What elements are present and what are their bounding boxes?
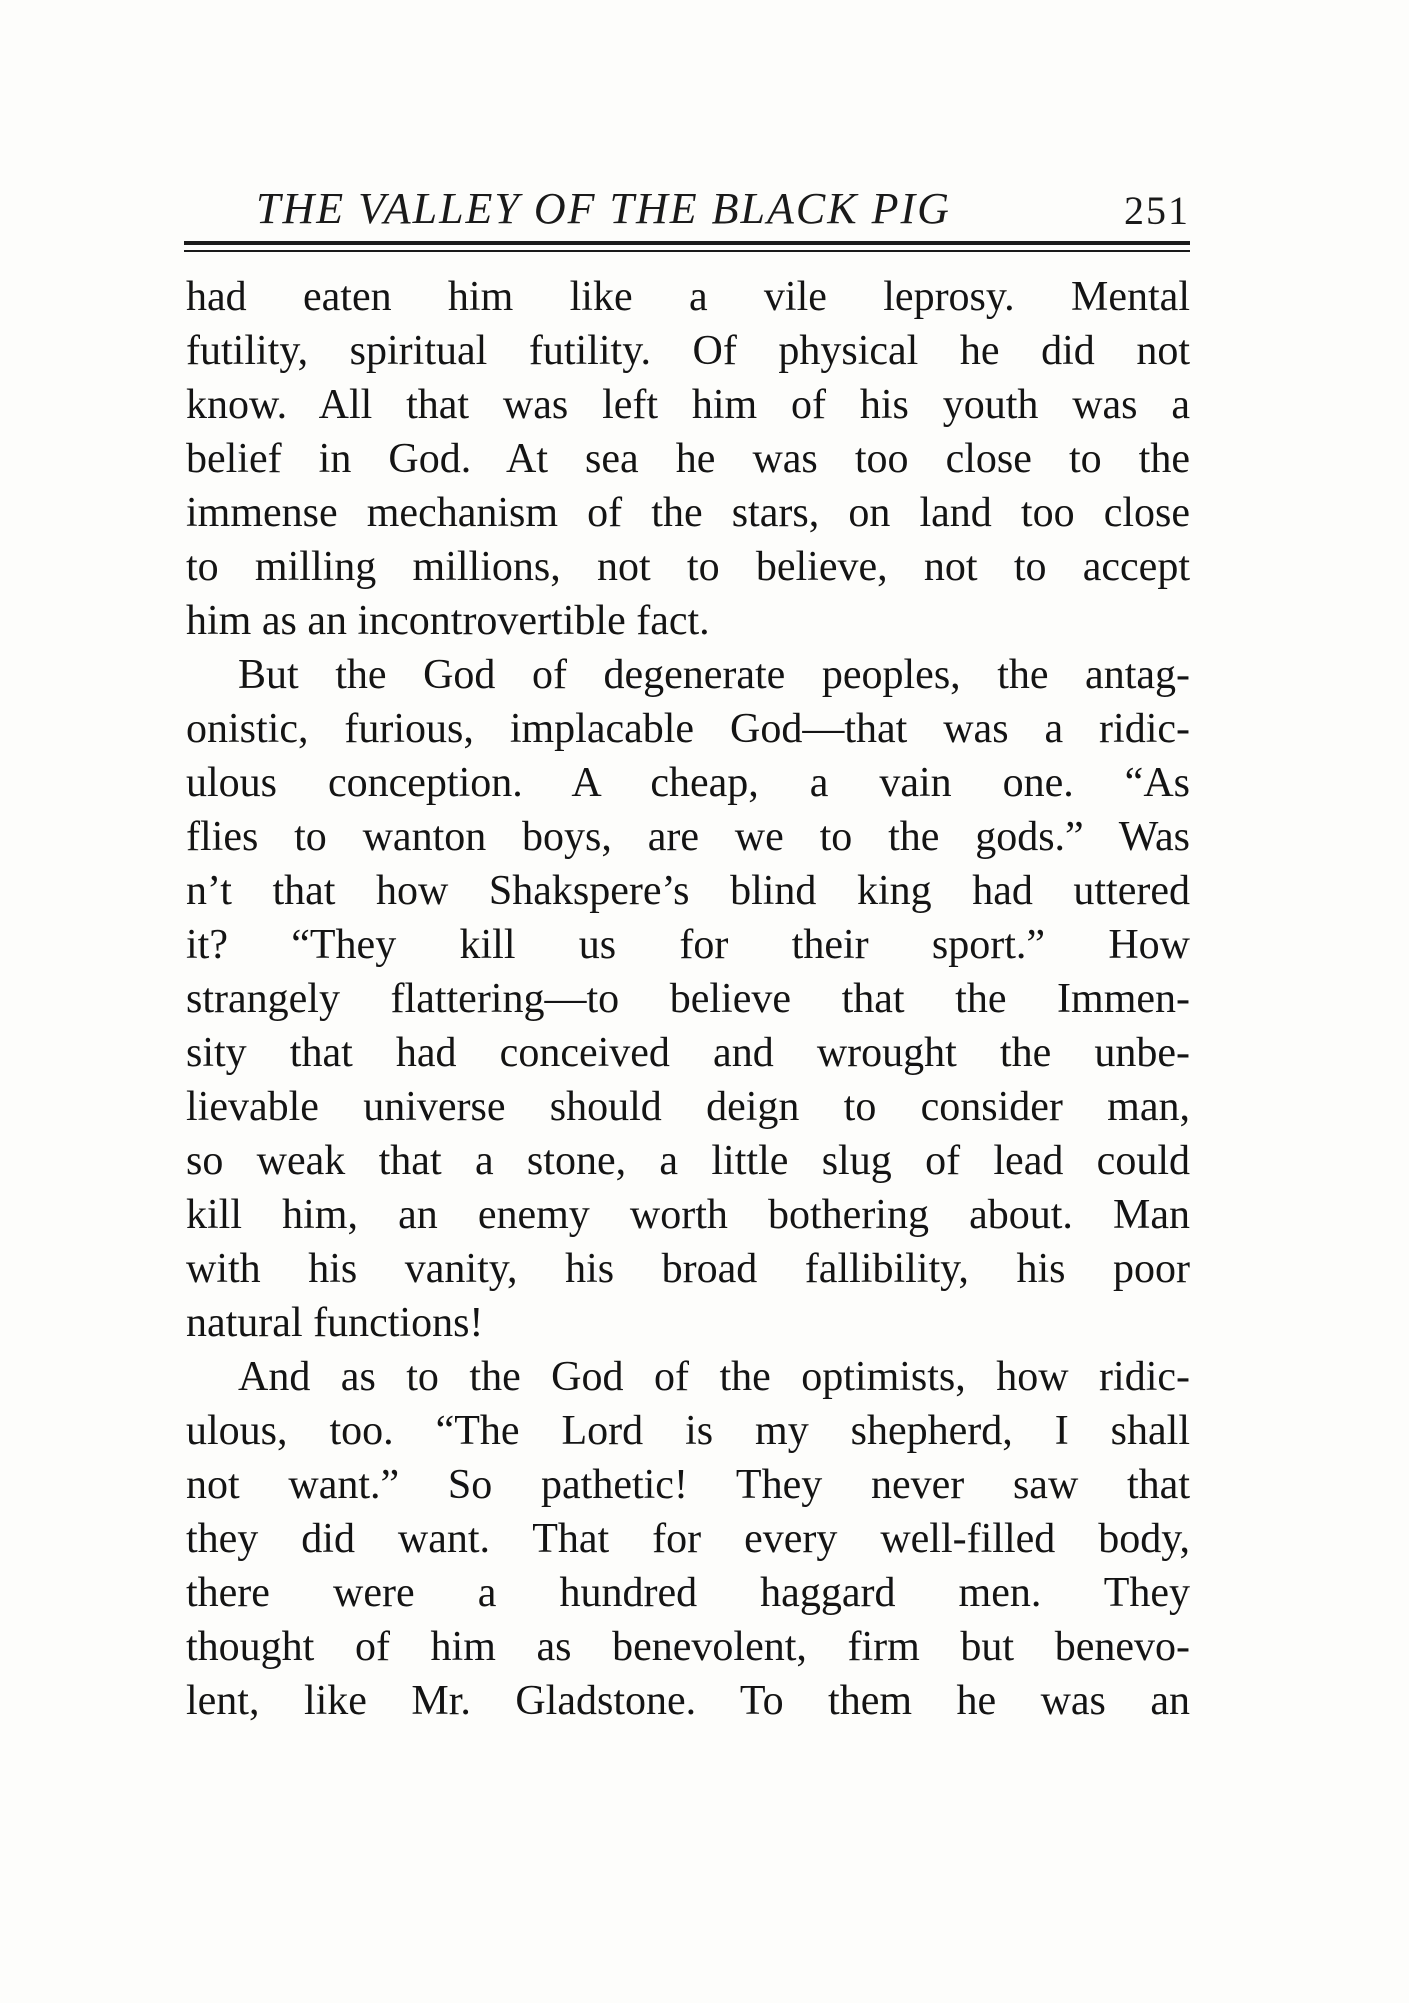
text-line: ulous conception. A cheap, a vain one. “As [186,760,1190,806]
text-line: But the God of degenerate peoples, the antag- [238,652,1190,698]
text-line: with his vanity, his broad fallibility, his poor [186,1246,1190,1292]
text-line: they did want. That for every well-filled body, [186,1516,1190,1562]
text-line: kill him, an enemy worth bothering about. Man [186,1192,1190,1238]
paragraph-3 [186,1350,1190,1728]
text-line: lent, like Mr. Gladstone. To them he was an [186,1678,1190,1724]
text-line: so weak that a stone, a little slug of lead could [186,1138,1190,1184]
text-line: it? “They kill us for their sport.” How [186,922,1190,968]
text-line: belief in God. At sea he was too close to the [186,436,1190,482]
text-line: flies to wanton boys, are we to the gods.” Was [186,814,1190,860]
text-line: thought of him as benevolent, firm but benevo- [186,1624,1190,1670]
text-line: him as an incontrovertible fact. [186,598,710,644]
page-number: 251 [1124,188,1190,233]
text-line: to milling millions, not to believe, not to accept [186,544,1190,590]
text-line: And as to the God of the optimists, how ridic- [238,1354,1190,1400]
text-line: know. All that was left him of his youth was a [186,382,1190,428]
header-rule-thick [184,241,1190,245]
paragraph-1 [186,270,1190,648]
text-line: immense mechanism of the stars, on land too close [186,490,1190,536]
text-line: there were a hundred haggard men. They [186,1570,1190,1616]
text-line: onistic, furious, implacable God—that was a ridic- [186,706,1190,752]
paragraph-2 [186,648,1190,1350]
text-line: ulous, too. “The Lord is my shepherd, I shall [186,1408,1190,1454]
text-line: had eaten him like a vile leprosy. Mental [186,274,1190,320]
header-rule-thin [184,250,1190,252]
body-text [186,270,1190,1728]
text-line: futility, spiritual futility. Of physical he did not [186,328,1190,374]
text-line: sity that had conceived and wrought the unbe- [186,1030,1190,1076]
text-line: not want.” So pathetic! They never saw that [186,1462,1190,1508]
running-title: THE VALLEY OF THE BLACK PIG [256,184,951,233]
running-head [186,183,1190,243]
text-line: natural functions! [186,1300,484,1346]
text-line: n’t that how Shakspere’s blind king had uttered [186,868,1190,914]
text-line: strangely flattering—to believe that the Immen- [186,976,1190,1022]
text-line: lievable universe should deign to consider man, [186,1084,1190,1130]
